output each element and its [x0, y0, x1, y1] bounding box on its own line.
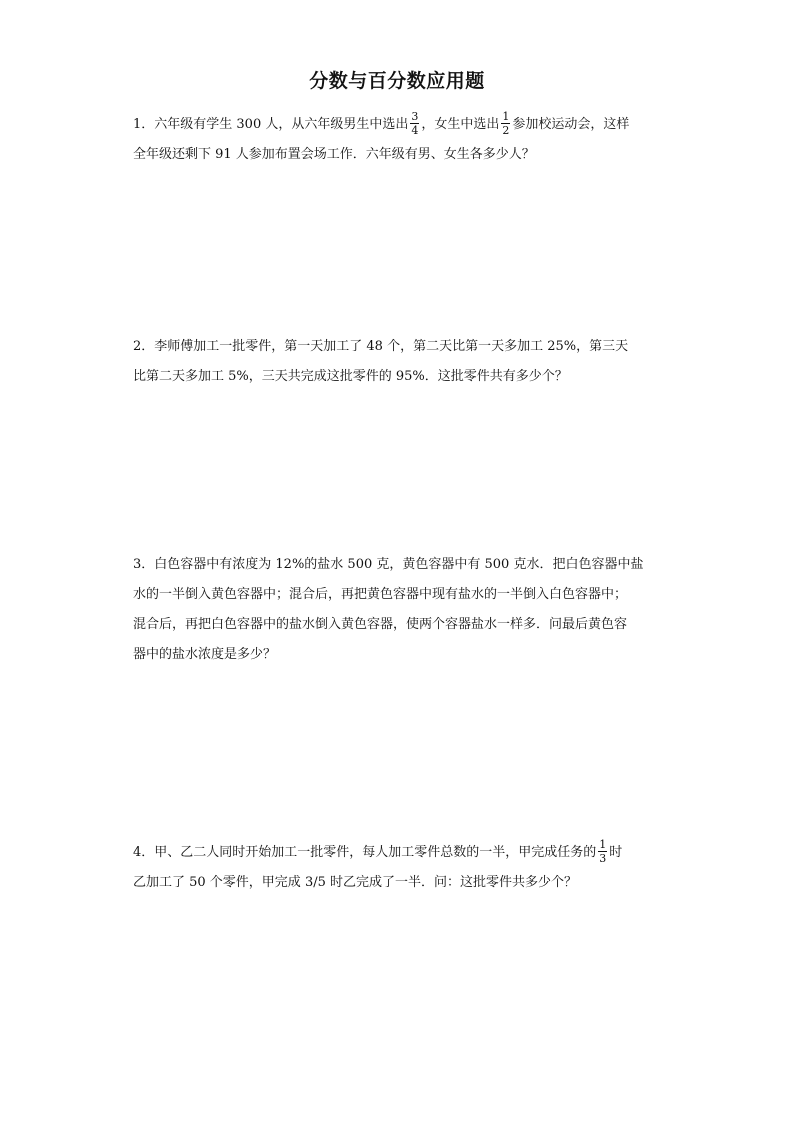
question-3-line-4: 器中的盐水浓度是多少？ [133, 647, 277, 662]
question-1-line-2: 全年级还剩下 91 人参加布置会场工作．六年级有男、女生各多少人？ [133, 147, 535, 162]
fraction-numerator: 1 [502, 110, 510, 123]
question-1-text-a: 1．六年级有学生 300 人，从六年级男生中选出 [133, 117, 409, 132]
question-4-text-b: 时 [609, 845, 623, 860]
fraction-denominator: 2 [502, 124, 510, 137]
fraction-one-third [598, 839, 607, 864]
question-1 [133, 110, 673, 170]
question-3 [133, 550, 673, 670]
fraction-numerator: 3 [411, 110, 419, 123]
question-4-text-a: 4．甲、乙二人同时开始加工一批零件，每人加工零件总数的一半，甲完成任务的 [133, 845, 597, 860]
page-title: 分数与百分数应用题 [309, 70, 485, 92]
question-1-text-c: 参加校运动会，这样 [512, 117, 630, 132]
question-2 [133, 332, 673, 392]
question-1-line-1 [133, 110, 673, 140]
fraction-one-half [501, 111, 510, 136]
fraction-denominator: 4 [411, 124, 419, 137]
question-4-line-1 [133, 838, 673, 868]
fraction-numerator: 1 [599, 838, 607, 851]
question-3-line-2: 水的一半倒入黄色容器中；混合后，再把黄色容器中现有盐水的一半倒入白色容器中； [133, 587, 628, 602]
question-3-line-1: 3．白色容器中有浓度为 12%的盐水 500 克，黄色容器中有 500 克水．把白色容器中盐 [133, 557, 644, 572]
fraction-denominator: 3 [599, 852, 607, 865]
question-4 [133, 838, 673, 898]
question-3-line-3: 混合后，再把白色容器中的盐水倒入黄色容器，使两个容器盐水一样多．问最后黄色容 [133, 617, 628, 632]
question-4-line-2: 乙加工了 50 个零件，甲完成 3/5 时乙完成了一半．问：这批零件共多少个？ [133, 875, 577, 890]
question-1-text-b: ，女生中选出 [421, 117, 500, 132]
question-2-line-1: 2．李师傅加工一批零件，第一天加工了 48 个，第二天比第一天多加工 25%，第三天 [133, 339, 629, 354]
fraction-three-quarters [410, 111, 419, 136]
question-2-line-2: 比第二天多加工 5%，三天共完成这批零件的 95%．这批零件共有多少个？ [133, 369, 568, 384]
